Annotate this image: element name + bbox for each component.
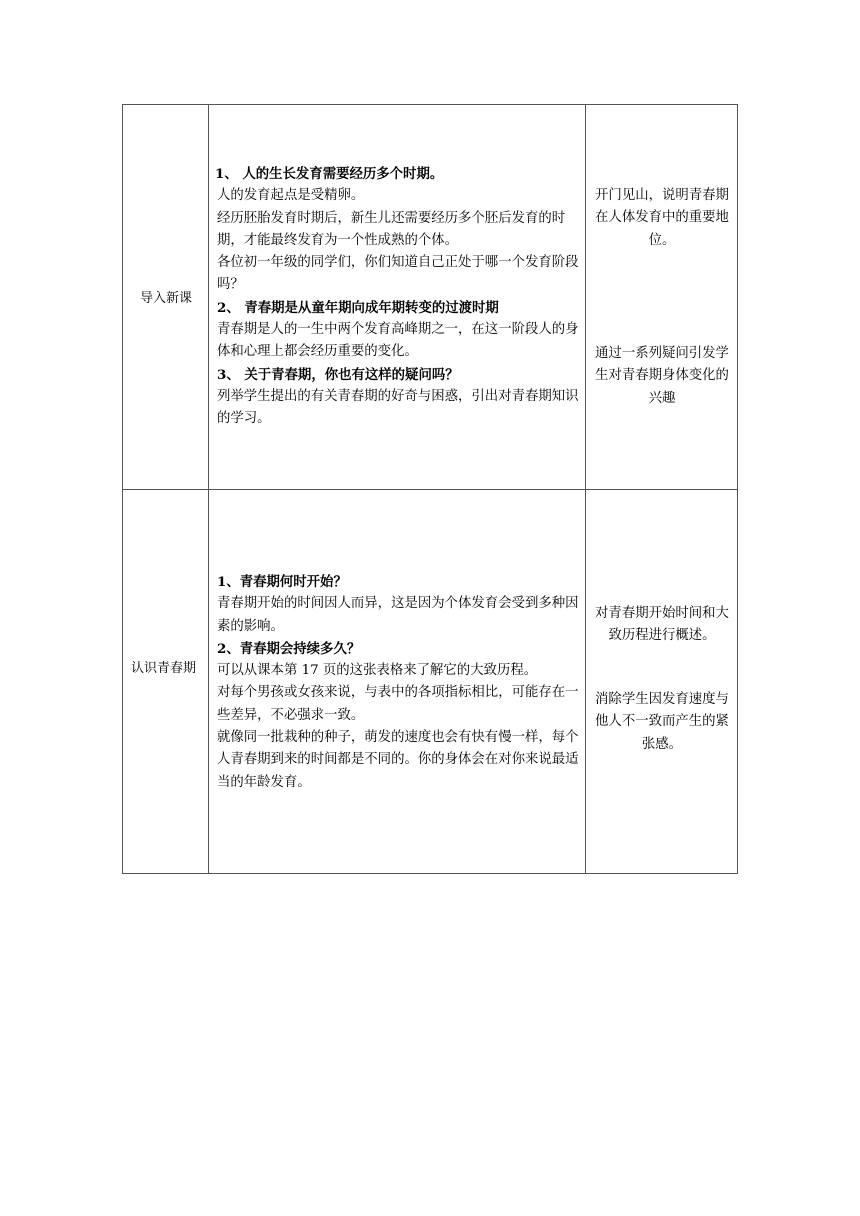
content-heading: 3、 关于青春期，你也有这样的疑问吗？ bbox=[217, 366, 459, 383]
content-heading: 2、 青春期是从童年期向成年期转变的过渡时期 bbox=[217, 299, 499, 316]
content-cell bbox=[209, 490, 586, 873]
table-row bbox=[123, 105, 737, 490]
table-row bbox=[123, 490, 737, 873]
notes-cell bbox=[586, 490, 738, 873]
content-paragraph: 青春期是人的一生中两个发育高峰期之一，在这一阶段人的身体和心理上都会经历重要的变化。 bbox=[217, 322, 579, 360]
content-paragraph: 人的发育起点是受精卵。 bbox=[217, 188, 365, 204]
design-note: 消除学生因发育速度与他人不一致而产生的紧张感。 bbox=[595, 692, 729, 752]
stage-cell bbox=[123, 105, 209, 489]
design-note: 开门见山，说明青春期在人体发育中的重要地位。 bbox=[595, 188, 729, 248]
content-heading: 1、 人的生长发育需要经历多个时期。 bbox=[215, 166, 444, 182]
design-note: 对青春期开始时间和大致历程进行概述。 bbox=[595, 606, 729, 644]
content-heading: 2、青春期会持续多久？ bbox=[217, 640, 361, 657]
content-text bbox=[217, 571, 579, 794]
content-heading: 1、青春期何时开始？ bbox=[217, 574, 347, 590]
notes-cell bbox=[586, 105, 738, 489]
content-paragraph: 经历胚胎发育时期后，新生儿还需要经历多个胚后发育的时期，才能最终发育为一个性成熟的个体。 bbox=[217, 210, 566, 248]
stage-label: 认识青春期 bbox=[131, 661, 197, 676]
content-text bbox=[217, 163, 579, 431]
content-paragraph: 列举学生提出的有关青春期的好奇与困惑，引出对青春期知识的学习。 bbox=[217, 388, 579, 427]
stage-cell bbox=[123, 490, 209, 873]
content-cell bbox=[209, 105, 586, 489]
content-paragraph: 青春期开始的时间因人而异，这是因为个体发育会受到多种因素的影响。 bbox=[217, 596, 579, 634]
design-note: 通过一系列疑问引发学生对青春期身体变化的兴趣 bbox=[595, 346, 729, 406]
content-paragraph: 可以从课本第 17 页的这张表格来了解它的大致历程。 bbox=[217, 663, 538, 679]
lesson-plan-table bbox=[122, 104, 738, 874]
content-paragraph: 对每个男孩或女孩来说，与表中的各项指标相比，可能存在一些差异，不必强求一致。 bbox=[217, 685, 579, 723]
content-paragraph: 各位初一年级的同学们，你们知道自己正处于哪一个发育阶段吗？ bbox=[217, 255, 579, 293]
stage-label: 导入新课 bbox=[139, 291, 192, 306]
content-paragraph: 就像同一批栽种的种子，萌发的速度也会有快有慢一样，每个人青春期到来的时间都是不同的。你的身体会在对你来说最适当的年龄发育。 bbox=[217, 730, 579, 790]
